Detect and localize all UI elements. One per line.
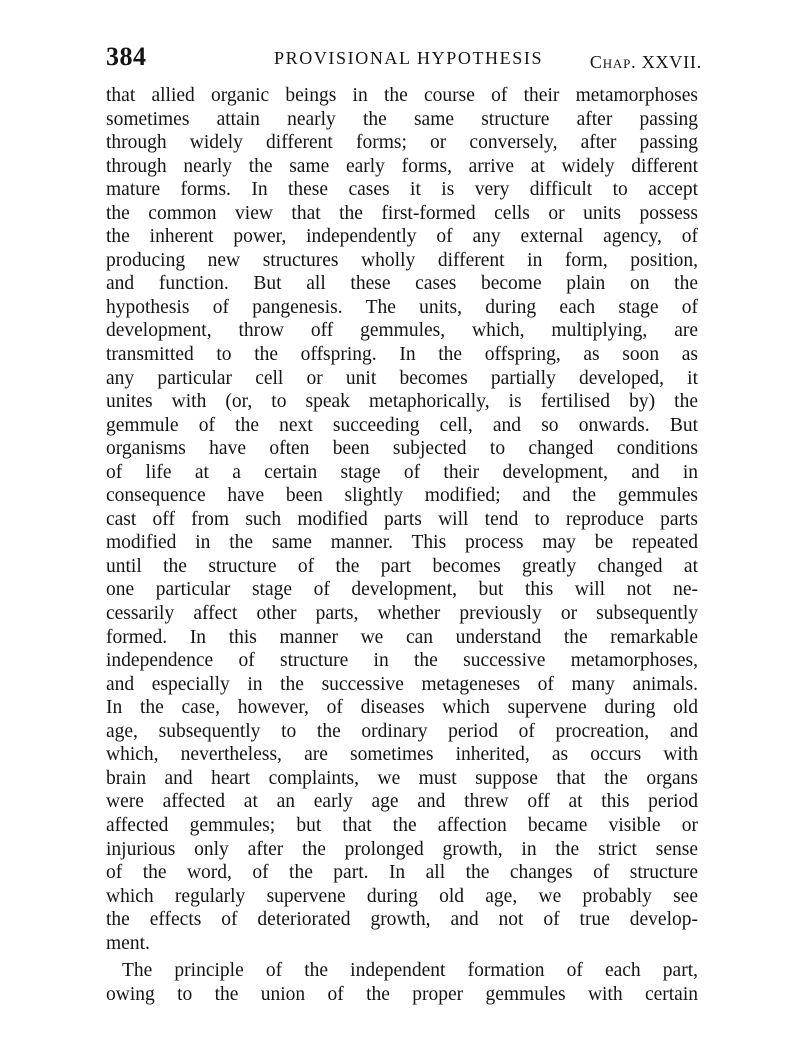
text-line: that allied organic beings in the course of their metamorphoses — [106, 85, 698, 106]
running-head — [106, 42, 702, 82]
text-line: development, throw off gemmules, which, multiplying, are — [106, 320, 698, 342]
text-line: unites with (or, to speak metaphorically, is fertilised by) the — [106, 391, 698, 413]
text-line: mature forms. In these cases it is very difficult to accept — [106, 179, 698, 201]
text-line: injurious only after the prolonged growth, in the strict sense — [106, 838, 698, 860]
text-line: The principle of the independent formation of each part, — [122, 960, 698, 982]
text-line: In the case, however, of diseases which supervene during old — [106, 697, 698, 719]
text-line: brain and heart complaints, we must suppose that the organs — [106, 767, 698, 789]
text-line: transmitted to the offspring. In the offspring, as soon as — [106, 344, 698, 366]
text-line: producing new structures wholly different in form, position, — [106, 249, 698, 271]
chapter-label: Chap. XXVII. — [589, 52, 702, 72]
paragraph-2 — [106, 959, 698, 1006]
text-line: independence of structure in the successive metamorphoses, — [106, 650, 698, 672]
text-line: of life at a certain stage of their development, and in — [106, 461, 698, 483]
text-line: affected gemmules; but that the affection became visible or — [106, 814, 698, 836]
text-line: which regularly supervene during old age, we probably see — [106, 885, 698, 907]
text-line: any particular cell or unit becomes partially developed, it — [106, 367, 698, 389]
body-text — [106, 84, 698, 1006]
text-line: one particular stage of development, but this will not ne- — [106, 579, 698, 601]
text-line: and function. But all these cases become plain on the — [106, 273, 698, 295]
running-title: PROVISIONAL HYPOTHESIS — [274, 48, 544, 68]
text-line: of the word, of the part. In all the changes of structure — [106, 862, 698, 884]
text-line: modified in the same manner. This process may be repeated — [106, 532, 698, 554]
text-line: which, nevertheless, are sometimes inherited, as occurs with — [106, 744, 698, 766]
text-line: consequence have been slightly modified; and the gemmules — [106, 485, 698, 507]
text-line: cast off from such modified parts will tend to reproduce parts — [106, 508, 698, 530]
text-line: sometimes attain nearly the same structure after passing — [106, 108, 698, 130]
text-line: and especially in the successive metageneses of many animals. — [106, 673, 698, 695]
text-line: owing to the union of the proper gemmules with certain — [106, 983, 698, 1005]
text-line: until the structure of the part becomes greatly changed at — [106, 555, 698, 577]
text-line: ment. — [106, 932, 150, 954]
text-line: the effects of deteriorated growth, and not of true develop- — [106, 909, 698, 931]
text-line: through nearly the same early forms, arrive at widely different — [106, 155, 698, 177]
text-line: gemmule of the next succeeding cell, and so onwards. But — [106, 414, 698, 436]
text-line: the common view that the first-formed cells or units possess — [106, 202, 698, 224]
text-line: cessarily affect other parts, whether previously or subsequently — [106, 603, 698, 625]
page-number: 384 — [106, 42, 147, 71]
text-line: the inherent power, independently of any external agency, of — [106, 226, 698, 248]
text-line: were affected at an early age and threw off at this period — [106, 791, 698, 813]
paragraph-1 — [106, 84, 698, 955]
text-line: hypothesis of pangenesis. The units, during each stage of — [106, 296, 698, 318]
text-line: formed. In this manner we can understand the remarkable — [106, 626, 698, 648]
text-line: through widely different forms; or conversely, after passing — [106, 132, 698, 154]
text-line: organisms have often been subjected to changed conditions — [106, 438, 698, 460]
text-line: age, subsequently to the ordinary period of procreation, and — [106, 720, 698, 742]
